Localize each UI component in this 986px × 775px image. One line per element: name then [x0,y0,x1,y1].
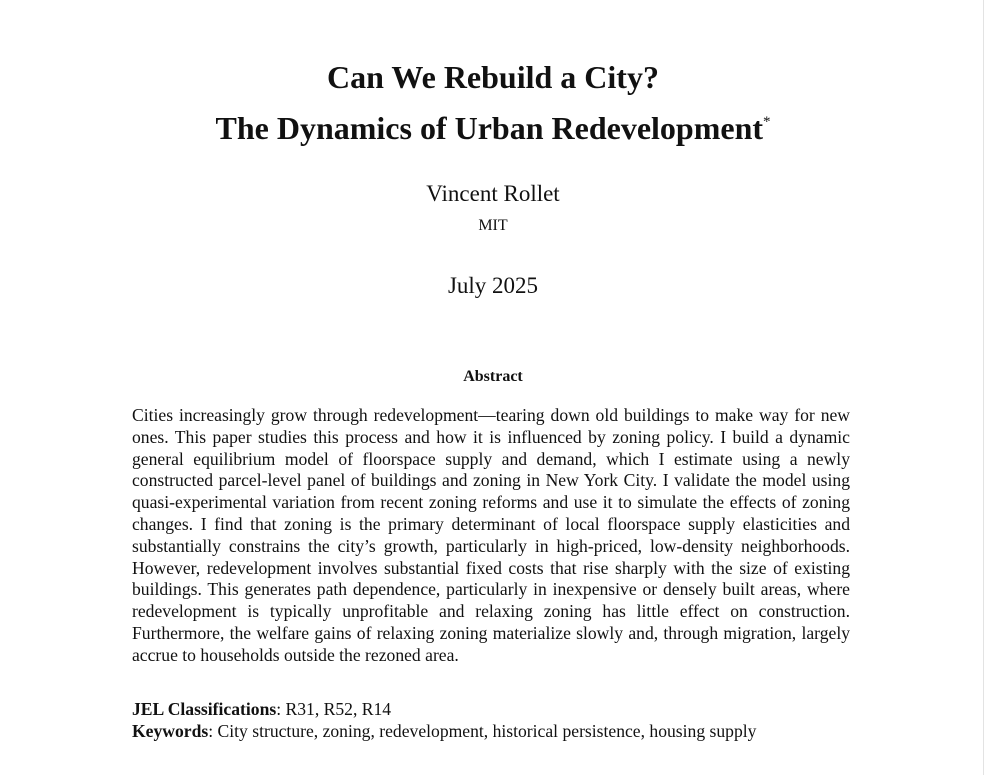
abstract-body: Cities increasingly grow through redevelopment—tearing down old buildings to make way for new ones. This paper studies this process and how it is influenced by zoning policy. I build a dynamic general equilibrium model of floorspace supply and demand, which I estimate using a newly constructed parcel-level panel of buildings and zoning in New York City. I validate the model using quasi-experimental variation from recent zoning reforms and use it to simulate the effects of zoning changes. I find that zoning is the primary determinant of local floorspace supply elasticities and substantially constrains the city’s growth, particularly in high-priced, low-density neighborhoods. However, redevelopment involves substantial fixed costs that rise sharply with the size of existing buildings. This generates path dependence, particularly in inexpensive or densely built areas, where redevelopment is typically unprofitable and relaxing zoning has little effect on construction. Furthermore, the welfare gains of relaxing zoning materialize slowly and, through migration, largely accrue to households outside the rezoned area. [132,405,850,665]
paper-title-line-1 [0,57,986,97]
author-name: Vincent Rollet [426,181,560,206]
author-affiliation: MIT [478,217,508,234]
keywords [132,720,850,742]
jel-label: JEL Classifications [132,699,277,719]
abstract-heading: Abstract [463,368,523,385]
jel-codes: : R31, R52, R14 [276,699,392,719]
paper-title-line-2 [0,108,986,148]
title-line-1-text: Can We Rebuild a City? [327,59,659,95]
publication-date: July 2025 [447,273,539,298]
keywords-label: Keywords [132,721,209,741]
title-footnote-mark: * [763,114,771,130]
jel-classifications [132,698,850,720]
keywords-list: : City structure, zoning, redevelopment, historical persistence, housing supply [208,721,757,741]
title-line-2-text: The Dynamics of Urban Redevelopment [215,110,764,146]
